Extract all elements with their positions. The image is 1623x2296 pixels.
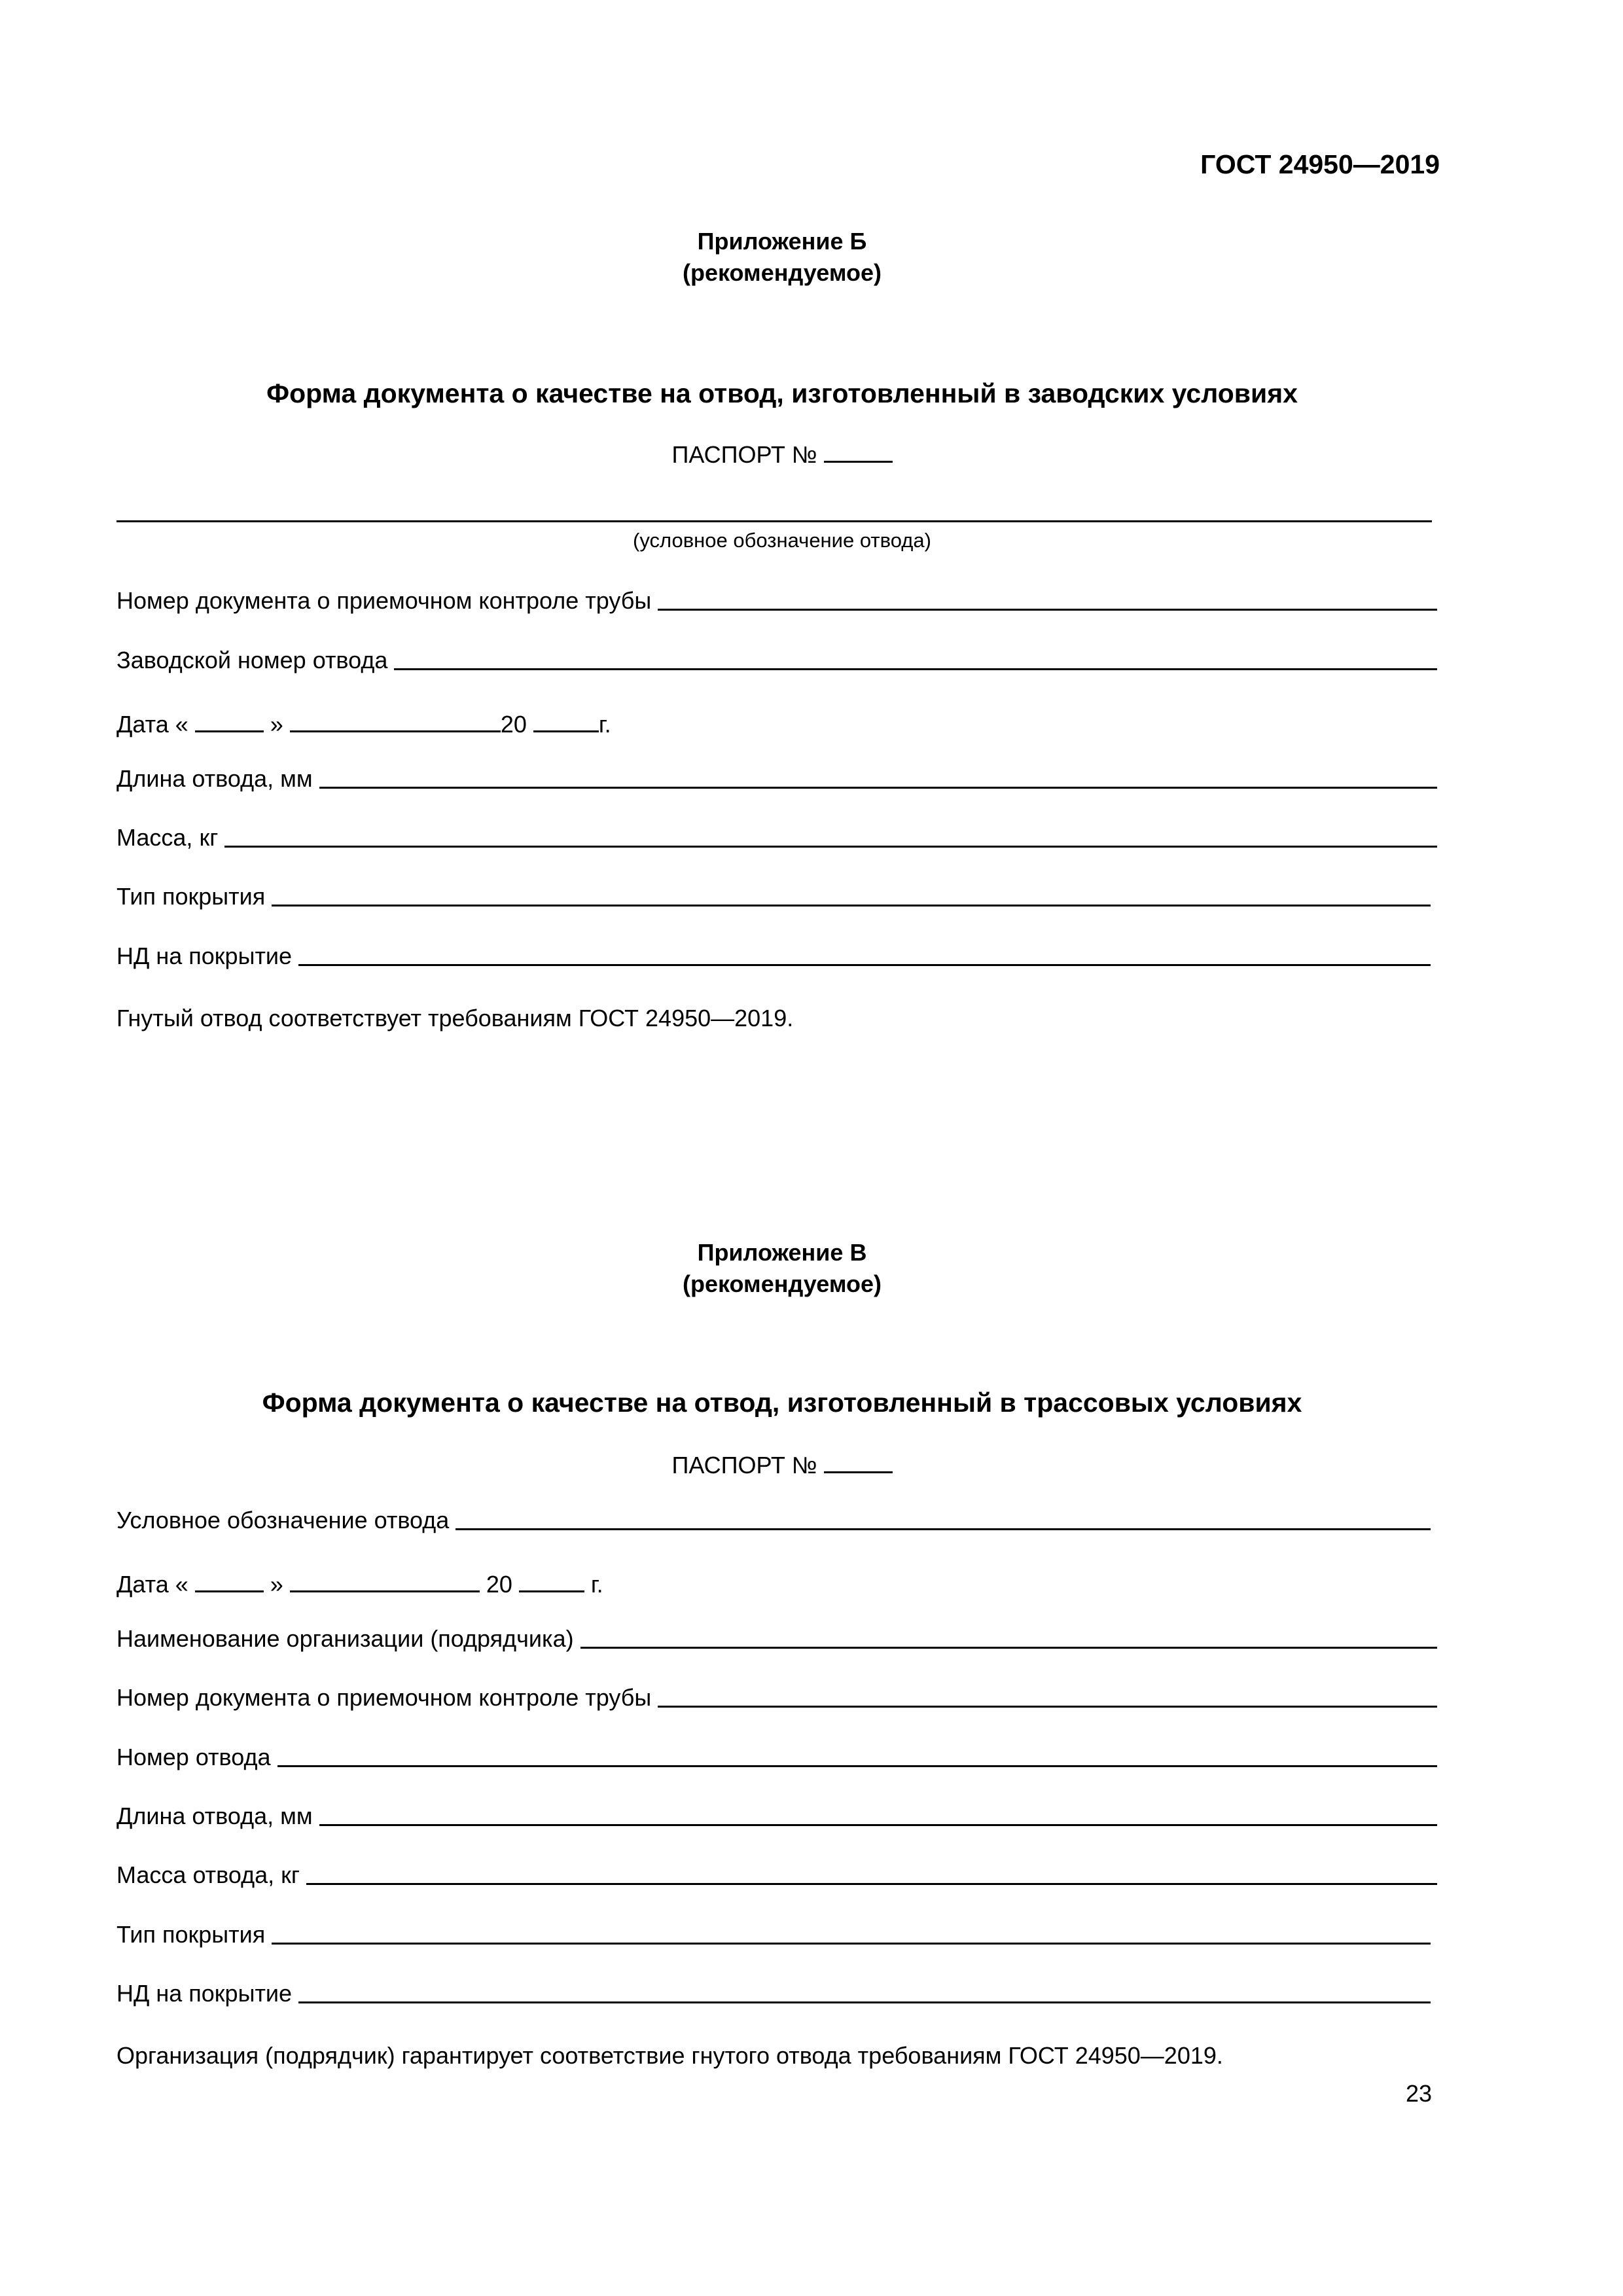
appendix-v-passport bbox=[0, 1448, 1564, 1479]
field-organization bbox=[116, 1626, 1437, 1652]
field-label: НД на покрытие bbox=[116, 1980, 293, 2007]
appendix-b-subtitle: (рекомендуемое) bbox=[683, 259, 882, 286]
date-month-blank[interactable] bbox=[290, 707, 501, 732]
field-label: Масса отвода, кг bbox=[116, 1861, 300, 1888]
appendix-b-conclusion: Гнутый отвод соответствует требованиям ГОСТ 24950—2019. bbox=[116, 1005, 794, 1031]
date-year-suffix: г. bbox=[590, 1571, 603, 1598]
field-blank[interactable] bbox=[580, 1627, 1437, 1649]
field-label: Условное обозначение отвода bbox=[116, 1507, 450, 1534]
field-coating-type bbox=[116, 884, 1431, 910]
field-coating-nd bbox=[116, 943, 1431, 969]
date-label: Дата « bbox=[116, 1571, 188, 1598]
appendix-b-date-row bbox=[116, 707, 611, 738]
field-blank[interactable] bbox=[277, 1746, 1437, 1767]
field-label: Заводской номер отвода bbox=[116, 647, 388, 673]
date-year-blank[interactable] bbox=[519, 1567, 584, 1592]
field-blank[interactable] bbox=[224, 826, 1437, 848]
field-designation bbox=[116, 1507, 1431, 1534]
field-blank[interactable] bbox=[298, 944, 1431, 966]
date-year-prefix: 20 bbox=[486, 1571, 512, 1598]
field-label: Тип покрытия bbox=[116, 883, 266, 910]
date-month-blank[interactable] bbox=[290, 1567, 480, 1592]
field-length bbox=[116, 1803, 1437, 1829]
field-label: НД на покрытие bbox=[116, 942, 293, 969]
date-day-blank[interactable] bbox=[195, 1567, 264, 1592]
appendix-v-title: Приложение В bbox=[697, 1239, 867, 1266]
field-label: Наименование организации (подрядчика) bbox=[116, 1625, 574, 1652]
appendix-b-form-title: Форма документа о качестве на отвод, изготовленный в заводских условиях bbox=[266, 378, 1298, 408]
passport-label: ПАСПОРТ № bbox=[671, 1452, 817, 1479]
field-blank[interactable] bbox=[298, 1982, 1431, 2003]
field-length bbox=[116, 766, 1437, 792]
date-day-blank[interactable] bbox=[195, 707, 264, 732]
field-blank[interactable] bbox=[319, 1804, 1437, 1826]
date-year-suffix: г. bbox=[598, 711, 611, 738]
passport-number-blank[interactable] bbox=[824, 437, 893, 463]
field-label: Тип покрытия bbox=[116, 1921, 266, 1948]
appendix-b-passport bbox=[0, 437, 1564, 469]
field-pipe-acceptance-doc bbox=[116, 1685, 1437, 1711]
field-factory-number bbox=[116, 647, 1437, 673]
date-close-quote: » bbox=[270, 711, 283, 738]
field-blank[interactable] bbox=[306, 1863, 1437, 1885]
field-mass bbox=[116, 1862, 1437, 1888]
designation-blank-line[interactable] bbox=[116, 520, 1432, 522]
field-label: Длина отвода, мм bbox=[116, 765, 313, 792]
passport-label: ПАСПОРТ № bbox=[671, 441, 817, 468]
appendix-v-form-title: Форма документа о качестве на отвод, изготовленный в трассовых условиях bbox=[262, 1388, 1302, 1418]
field-blank[interactable] bbox=[658, 1686, 1437, 1708]
field-blank[interactable] bbox=[272, 1923, 1431, 1945]
date-year-blank[interactable] bbox=[533, 707, 599, 732]
appendix-v-subtitle: (рекомендуемое) bbox=[683, 1270, 882, 1297]
field-label: Масса, кг bbox=[116, 824, 219, 851]
field-blank[interactable] bbox=[658, 589, 1437, 611]
designation-caption: (условное обозначение отвода) bbox=[633, 529, 931, 552]
appendix-b-title: Приложение Б bbox=[697, 228, 867, 255]
appendix-v-heading bbox=[0, 1237, 1564, 1300]
field-coating-type bbox=[116, 1922, 1431, 1948]
date-label: Дата « bbox=[116, 711, 188, 738]
field-bend-number bbox=[116, 1744, 1437, 1770]
field-label: Номер отвода bbox=[116, 1744, 271, 1770]
appendix-b-heading bbox=[0, 226, 1564, 289]
field-mass bbox=[116, 825, 1437, 851]
field-coating-nd bbox=[116, 1981, 1431, 2007]
field-label: Номер документа о приемочном контроле трубы bbox=[116, 587, 652, 614]
date-year-prefix: 20 bbox=[500, 711, 527, 738]
standard-number: ГОСТ 24950—2019 bbox=[1200, 149, 1440, 179]
field-blank[interactable] bbox=[272, 885, 1431, 906]
field-blank[interactable] bbox=[319, 767, 1437, 789]
field-label: Номер документа о приемочном контроле трубы bbox=[116, 1684, 652, 1711]
field-blank[interactable] bbox=[394, 649, 1437, 670]
field-label: Длина отвода, мм bbox=[116, 1803, 313, 1829]
field-blank[interactable] bbox=[455, 1509, 1431, 1530]
field-pipe-acceptance-doc bbox=[116, 588, 1437, 614]
page-number: 23 bbox=[1405, 2080, 1432, 2107]
appendix-v-date-row bbox=[116, 1567, 603, 1598]
date-close-quote: » bbox=[270, 1571, 283, 1598]
appendix-v-conclusion: Организация (подрядчик) гарантирует соответствие гнутого отвода требованиям ГОСТ 24950—2019. bbox=[116, 2042, 1223, 2069]
passport-number-blank[interactable] bbox=[824, 1448, 893, 1473]
